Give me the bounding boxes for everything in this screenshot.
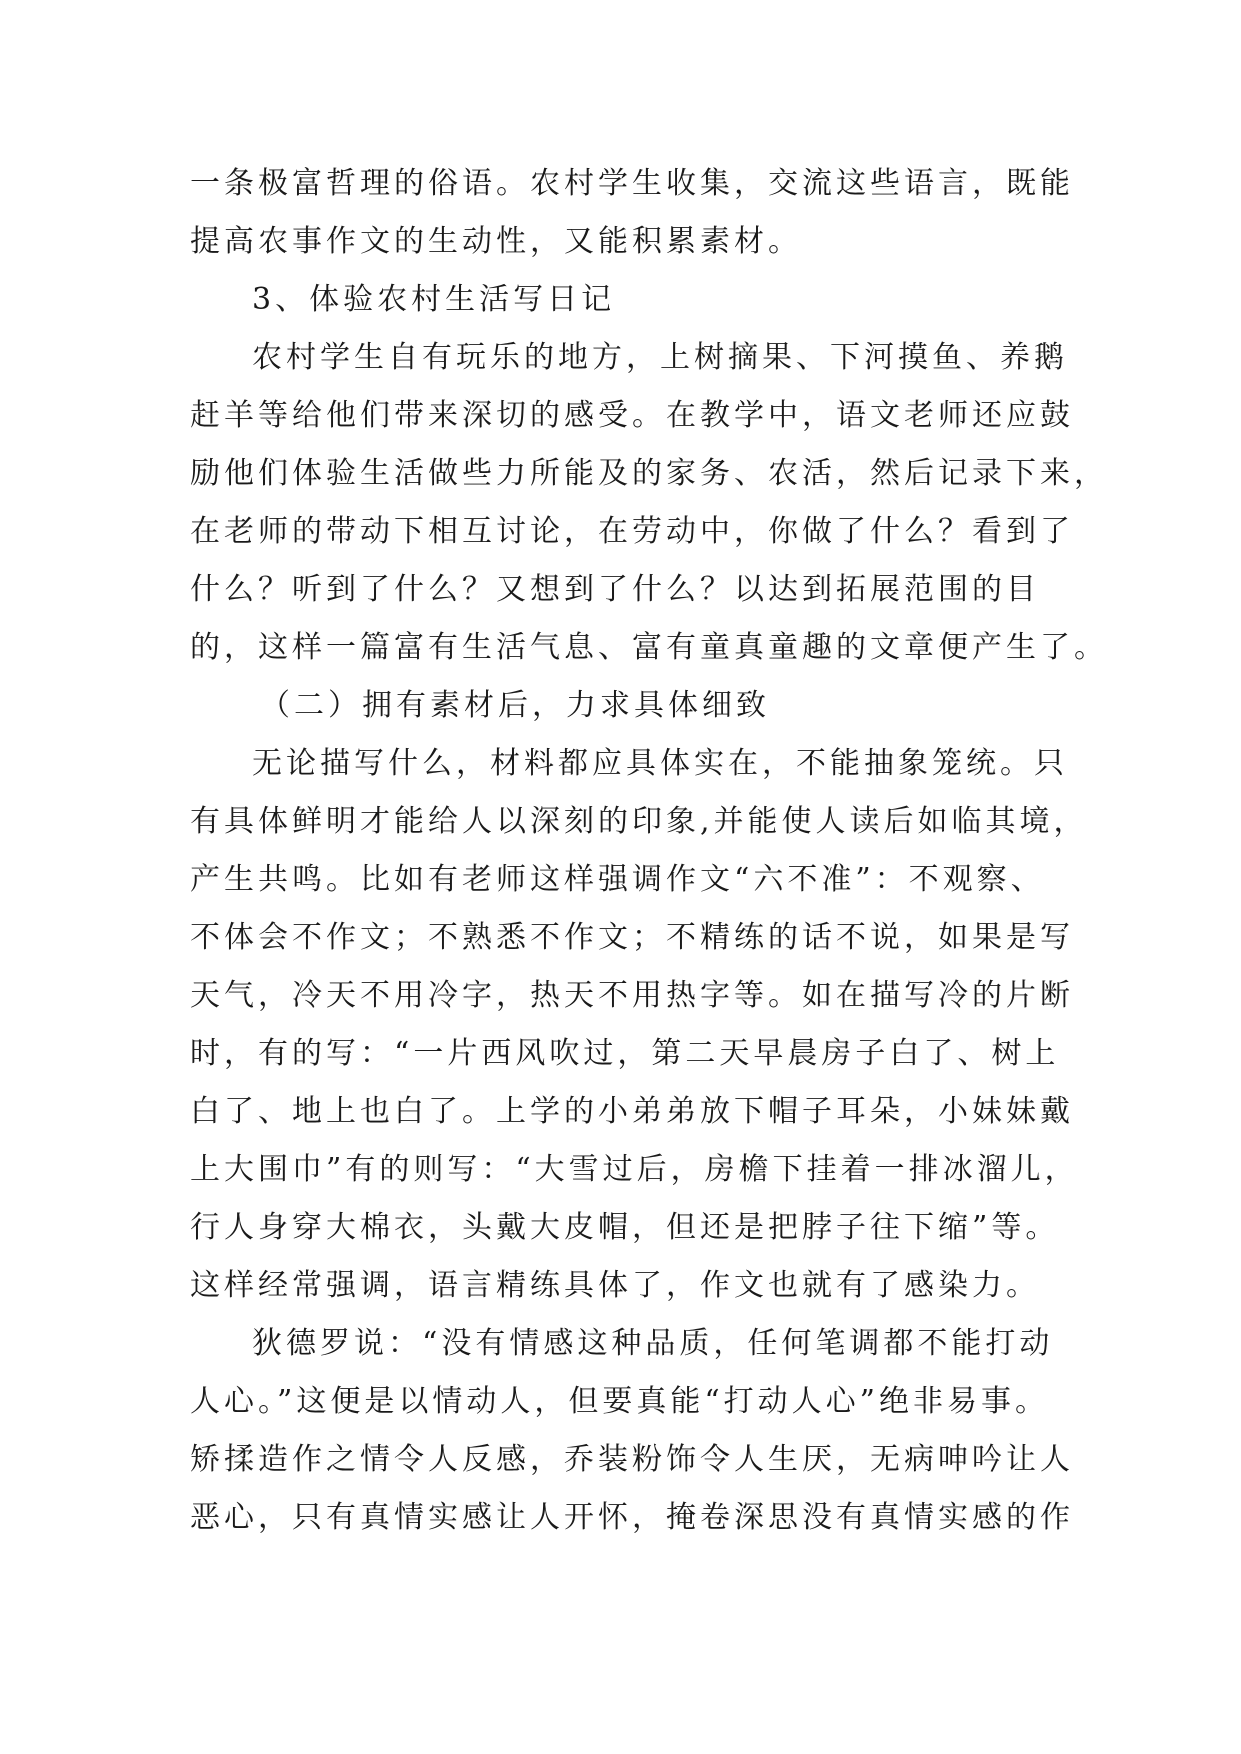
text-line: 励他们体验生活做些力所能及的家务、农活，然后记录下来， (190, 456, 1108, 491)
text-line: 赶羊等给他们带来深切的感受。在教学中，语文老师还应鼓 (190, 398, 1074, 433)
text-line: 上大围巾”有的则写：“大雪过后，房檐下挂着一排冰溜儿， (190, 1152, 1079, 1187)
section-heading: （二）拥有素材后，力求具体细致 (260, 688, 770, 723)
text-line: 天气，冷天不用冷字，热天不用热字等。如在描写冷的片断 (190, 978, 1074, 1013)
text-line: 提高农事作文的生动性，又能积累素材。 (190, 224, 802, 259)
paragraph-start: 狄德罗说：“没有情感这种品质，任何笔调都不能打动 (252, 1326, 1054, 1361)
text-line: 一条极富哲理的俗语。农村学生收集，交流这些语言，既能 (190, 166, 1074, 201)
section-heading: 3、体验农村生活写日记 (252, 282, 616, 317)
text-line: 的，这样一篇富有生活气息、富有童真童趣的文章便产生了。 (190, 630, 1108, 665)
text-line: 白了、地上也白了。上学的小弟弟放下帽子耳朵，小妹妹戴 (190, 1094, 1074, 1129)
text-line: 不体会不作文；不熟悉不作文；不精练的话不说，如果是写 (190, 920, 1074, 955)
text-line: 产生共鸣。比如有老师这样强调作文“六不准”：不观察、 (190, 862, 1045, 897)
text-line: 在老师的带动下相互讨论，在劳动中，你做了什么？看到了 (190, 514, 1074, 549)
document-body (190, 155, 1108, 1547)
text-line: 人心。”这便是以情动人，但要真能“打动人心”绝非易事。 (190, 1384, 1050, 1419)
text-line: 行人身穿大棉衣，头戴大皮帽，但还是把脖子往下缩”等。 (190, 1210, 1060, 1245)
text-line: 恶心，只有真情实感让人开怀，掩卷深思没有真情实感的作 (190, 1500, 1074, 1535)
text-line: 时，有的写：“一片西风吹过，第二天早晨房子白了、树上 (190, 1036, 1060, 1071)
text-line: 这样经常强调，语言精练具体了，作文也就有了感染力。 (190, 1268, 1040, 1303)
text-line: 矫揉造作之情令人反感，乔装粉饰令人生厌，无病呻吟让人 (190, 1442, 1074, 1477)
paragraph-start: 无论描写什么，材料都应具体实在，不能抽象笼统。只 (252, 746, 1068, 781)
text-line: 有具体鲜明才能给人以深刻的印象,并能使人读后如临其境， (190, 804, 1088, 839)
paragraph-start: 农村学生自有玩乐的地方，上树摘果、下河摸鱼、养鹅 (252, 340, 1068, 375)
text-line: 什么？听到了什么？又想到了什么？以达到拓展范围的目 (190, 572, 1040, 607)
